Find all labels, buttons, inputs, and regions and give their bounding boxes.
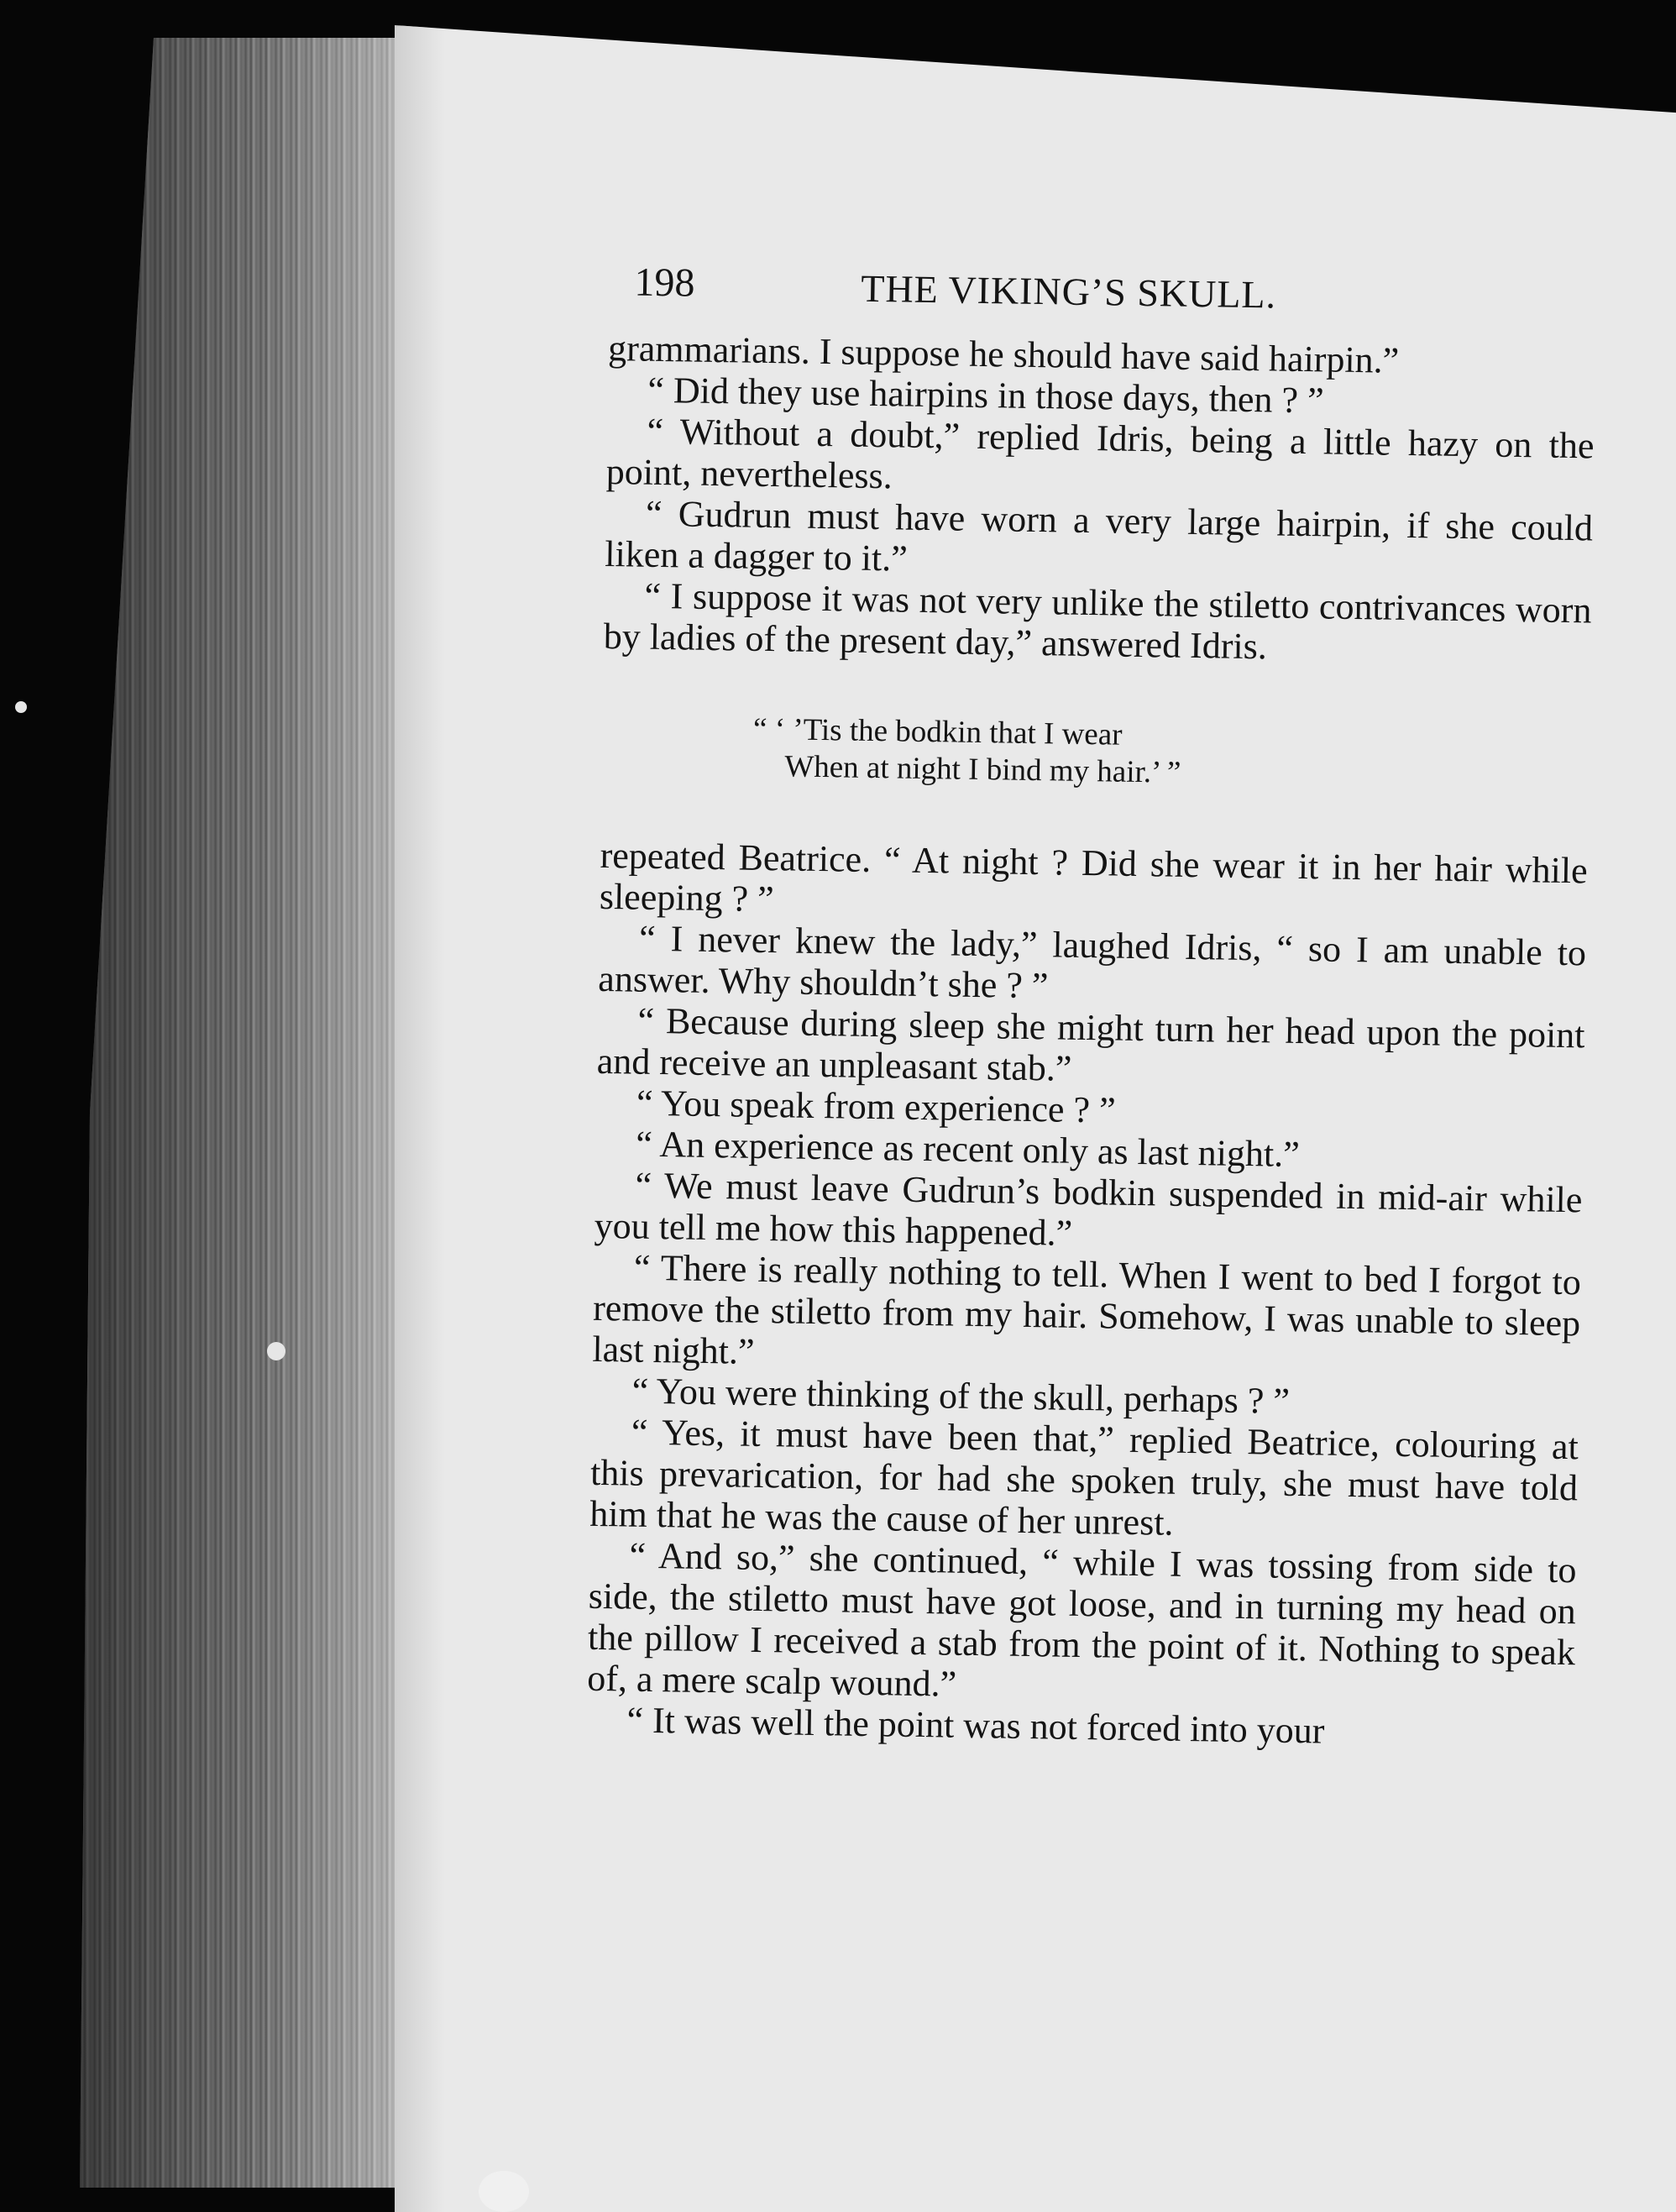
- paragraph: repeated Beatrice. “ At night ? Did she wear it in her hair while sleeping ? ”: [599, 834, 1588, 920]
- paragraph: “ Yes, it must have been that,” replied Beatrice, colouring at this prevarication, for had she spoken truly, she must have told him that he was the cause of her unrest.: [589, 1411, 1579, 1544]
- page-text: [586, 252, 1597, 1755]
- paragraph: “ An experience as recent only as last night.”: [635, 1123, 1301, 1176]
- paragraph: “ There is really nothing to tell. When I went to bed I forgot to remove the stiletto from my hair. Somehow, I was unable to sleep last night.”: [592, 1246, 1582, 1372]
- paragraph: grammarians. I suppose he should have said hairpin.”: [607, 327, 1400, 381]
- paragraph: “ Because during sleep she might turn her head upon the point and receive an unpleasant stab.”: [596, 999, 1585, 1089]
- paragraph: “ And so,” she continued, “ while I was tossing from side to side, the stiletto must have got loose, and in turning my head on the pillow I received a stab from the point of it. Nothing to speak of, a mere scalp wound.”: [586, 1534, 1577, 1705]
- paragraph: “ We must leave Gudrun’s bodkin suspended in mid-air while you tell me how this happened.”: [594, 1164, 1583, 1254]
- page-header: [609, 252, 1597, 343]
- paragraph: “ Without a doubt,” replied Idris, being a little hazy on the point, nevertheless.: [605, 410, 1595, 497]
- paragraph: “ I never knew the lady,” laughed Idris, “ so I am unable to answer. Why shouldn’t she ? ”: [598, 917, 1587, 1007]
- verse-line: When at night I bind my hair.’ ”: [784, 749, 1181, 790]
- book-page-edges: [80, 38, 416, 2188]
- page-number: 198: [634, 259, 695, 306]
- paragraph: “ You speak from experience ? ”: [636, 1082, 1116, 1131]
- scan-speck: [15, 701, 27, 713]
- verse-quotation: [752, 711, 1590, 799]
- paragraph: “ Did they use hairpins in those days, then ? ”: [647, 369, 1324, 422]
- paragraph: “ I suppose it was not very unlike the stiletto contrivances worn by ladies of the present day,” answered Idris.: [603, 574, 1592, 668]
- paragraph: “ It was well the point was not forced into your: [626, 1699, 1325, 1752]
- scan-speck: [267, 1342, 285, 1360]
- paragraph: “ Gudrun must have worn a very large hairpin, if she could liken a dagger to it.”: [604, 492, 1594, 579]
- paragraph: “ You were thinking of the skull, perhaps ? ”: [631, 1370, 1291, 1422]
- verse-line: “ ‘ ’Tis the bodkin that I wear: [752, 711, 1123, 752]
- running-title: THE VIKING’S SKULL.: [860, 266, 1277, 317]
- scan-speck: [479, 2171, 529, 2212]
